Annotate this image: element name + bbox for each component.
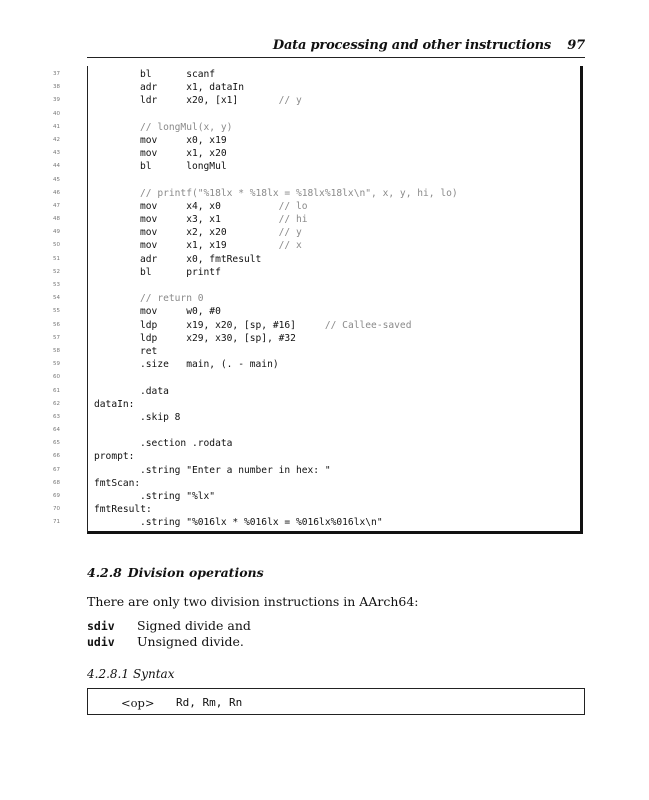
line-number: 69 [53,493,60,499]
running-head [273,38,585,53]
code-text [140,239,302,252]
code-line [0,187,600,200]
code-line [0,279,600,292]
code-instruction: prompt: [94,451,135,463]
code-text [140,147,227,160]
code-instruction: .string "Enter a number in hex: " [140,464,331,476]
line-number: 65 [53,440,60,447]
code-listing [0,68,600,530]
code-line [0,332,600,345]
code-instruction: fmtScan: [94,477,141,489]
line-number: 60 [53,374,60,381]
code-instruction: bl longMul [140,161,227,173]
definition-term: udiv [87,635,115,649]
code-instruction: mov x0, x19 [140,134,227,146]
syntax-args: Rd, Rm, Rn [176,696,243,709]
line-number: 42 [53,136,60,143]
code-text [140,134,227,147]
code-text [140,292,204,305]
code-line [0,174,600,187]
code-line [0,266,600,279]
code-line [0,292,600,305]
code-text [140,358,279,371]
line-number: 54 [53,295,60,302]
code-line [0,424,600,437]
code-line [0,68,600,81]
code-line [0,385,600,398]
definition-desc: Signed divide and [137,618,251,633]
code-text [140,94,302,107]
code-text [140,437,232,450]
line-number: 63 [53,413,60,420]
code-line [0,371,600,384]
code-instruction: .string "%lx" [140,491,216,502]
line-number: 51 [53,255,60,262]
code-text [140,187,458,200]
code-comment: // y [278,95,302,107]
line-number: 68 [53,479,60,486]
code-line [0,437,600,450]
definition-desc: Unsigned divide. [137,634,244,649]
code-instruction: .skip 8 [140,411,181,423]
line-number: 66 [53,453,60,460]
code-text [140,464,331,477]
code-text [94,450,134,463]
code-instruction: ldp x19, x20, [sp, #16] [140,319,325,331]
code-line [0,239,600,252]
line-number: 59 [53,361,60,368]
line-number: 55 [53,308,60,315]
code-text [140,319,411,332]
code-text [140,121,232,134]
code-text [140,266,221,279]
code-line [0,490,600,503]
line-number: 70 [53,506,60,513]
code-instruction: adr x0, fmtResult [140,253,262,265]
code-text [94,398,134,411]
code-instruction: ldp x29, x30, [sp], #32 [140,332,296,344]
section-title: Division operations [127,565,264,580]
definition-term: sdiv [87,619,115,633]
code-line [0,81,600,94]
section-heading [87,565,264,580]
subsection-title: Syntax [132,667,175,681]
code-line [0,160,600,173]
definition-item [87,618,251,634]
code-line [0,319,600,332]
code-comment: // y [278,227,302,239]
subsection-number: 4.2.8.1 [87,667,129,681]
line-number: 71 [53,519,60,526]
code-line [0,477,600,490]
code-text [140,81,244,94]
code-line [0,464,600,477]
code-comment: // return 0 [140,293,204,305]
code-instruction: mov w0, #0 [140,306,221,318]
line-number: 38 [53,84,60,91]
code-text [94,503,152,516]
code-instruction: mov x1, x20 [140,148,227,160]
section-number: 4.2.8 [87,565,122,580]
line-number: 44 [53,163,60,170]
code-line [0,450,600,463]
line-number: 47 [53,202,60,209]
code-line [0,200,600,213]
code-text [140,516,383,529]
code-instruction: mov x4, x0 [140,200,279,212]
line-number: 43 [53,150,60,157]
line-number: 56 [53,321,60,328]
code-line [0,226,600,239]
code-line [0,94,600,107]
code-text [140,490,215,503]
code-line [0,121,600,134]
line-number: 62 [53,400,60,407]
code-comment: // x [278,240,302,252]
line-number: 50 [53,242,60,249]
code-text [140,68,215,81]
definition-item [87,634,251,650]
line-number: 37 [53,71,60,77]
code-comment: // printf("%18lx * %18lx = %18lx%18lx\n", x, y, hi, lo) [140,187,458,199]
definition-list [87,618,251,650]
code-text [140,160,227,173]
code-line [0,345,600,358]
code-comment: // hi [278,214,308,226]
code-text [140,345,157,358]
line-number: 48 [53,216,60,223]
code-instruction: mov x3, x1 [140,214,279,226]
code-line [0,398,600,411]
line-number: 45 [53,176,60,183]
line-number: 53 [53,282,60,288]
code-text [94,477,140,490]
code-instruction: dataIn: [94,398,135,410]
code-instruction: .section .rodata [140,438,233,450]
code-text [140,385,169,398]
line-number: 64 [53,427,60,434]
code-line [0,108,600,121]
code-line [0,305,600,318]
line-number: 41 [53,123,60,130]
line-number: 61 [53,387,60,394]
header-rule [87,57,585,58]
code-text [140,305,221,318]
code-text [140,411,180,424]
line-number: 46 [53,189,60,196]
code-line [0,516,600,529]
code-line [0,147,600,160]
syntax-box [87,688,585,715]
code-line [0,134,600,147]
code-instruction: .data [140,385,169,397]
code-text [140,226,302,239]
line-number: 40 [53,110,60,117]
code-instruction: bl scanf [140,69,216,80]
page-number: 97 [567,38,585,53]
code-instruction: mov x2, x20 [140,227,279,239]
code-line [0,411,600,424]
line-number: 52 [53,268,60,275]
code-line [0,253,600,266]
code-instruction: adr x1, dataIn [140,82,244,94]
code-comment: // Callee-saved [324,319,412,331]
code-instruction: .string "%016lx * %016lx = %016lx%016lx\n" [140,517,383,529]
code-instruction: ret [140,345,158,357]
line-number: 49 [53,229,60,236]
intro-paragraph: There are only two division instructions in AArch64: [87,594,419,609]
code-line [0,213,600,226]
code-text [140,253,261,266]
line-number: 58 [53,347,60,354]
line-number: 39 [53,97,60,104]
code-comment: // lo [278,200,308,212]
code-instruction: ldr x20, [x1] [140,95,279,107]
running-head-title: Data processing and other instructions [272,38,551,53]
code-text [140,200,308,213]
code-text [140,213,308,226]
syntax-op: <op> [121,696,155,710]
code-instruction: mov x1, x19 [140,240,279,252]
code-instruction: fmtResult: [94,504,152,516]
code-line [0,503,600,516]
code-comment: // longMul(x, y) [140,121,233,133]
code-line [0,358,600,371]
line-number: 67 [53,466,60,473]
code-text [140,332,296,345]
line-number: 57 [53,334,60,341]
code-instruction: bl printf [140,266,221,278]
code-instruction: .size main, (. - main) [140,359,279,371]
subsection-heading [87,667,174,681]
